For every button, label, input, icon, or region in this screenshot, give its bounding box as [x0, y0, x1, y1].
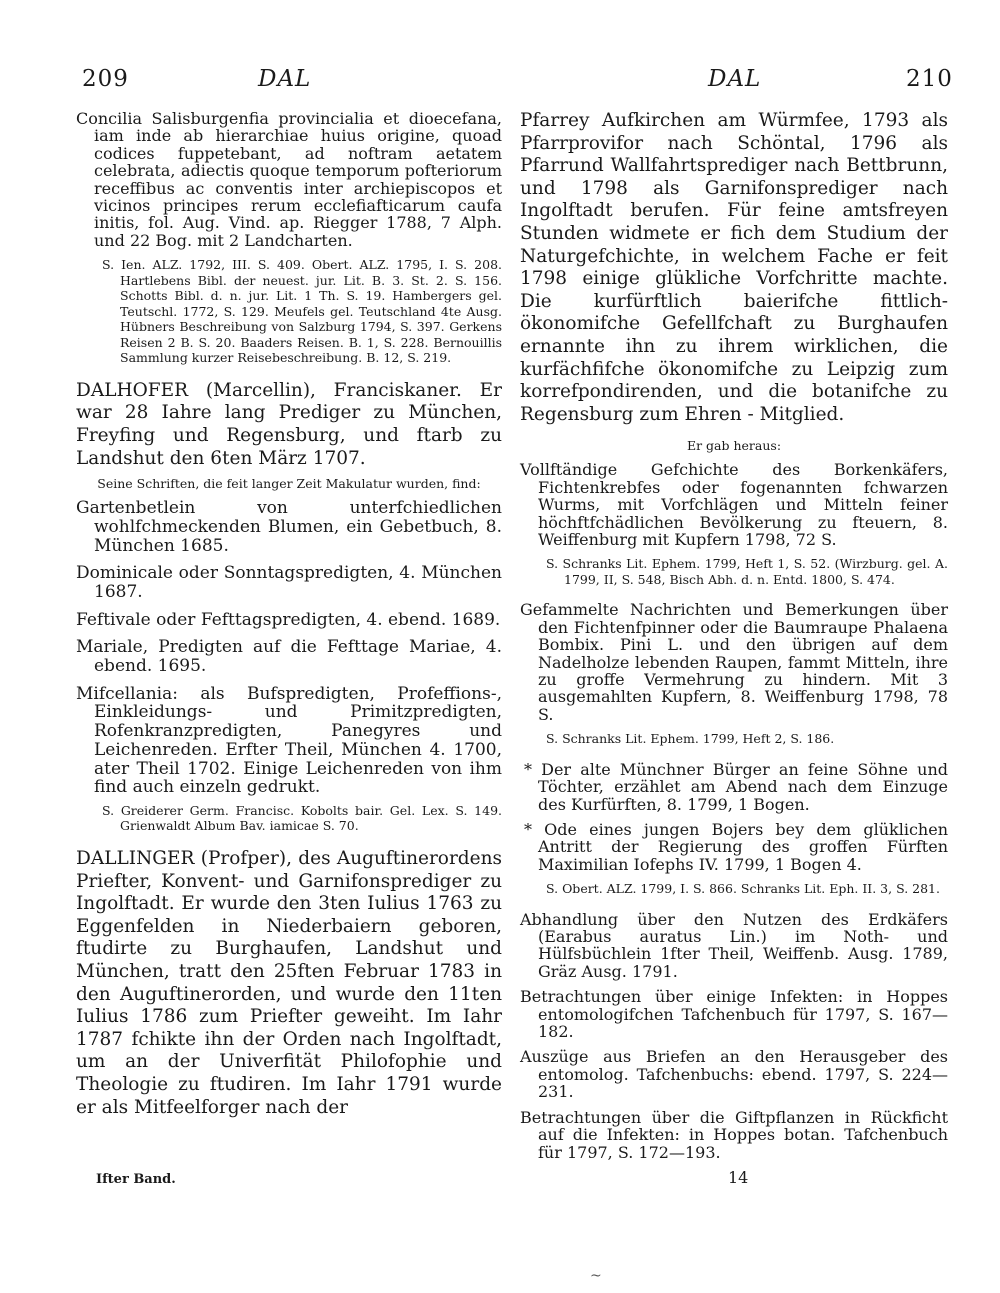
left-page-number: 209	[82, 66, 129, 92]
fichtenspinner-entry: Gefammelte Nachrichten und Bemerkungen über den Fichtenfpinner oder die Baumraupe Phalaena Bombix. Pini L. und den übrigen auf dem Nadelholze lebenden Raupen, fammt Mitteln, ihre zu groffe Vermehrung zu hindern. Mit 3 ausgemahlten Kupfern, 8. Weiffenburg 1798, 78 S.	[520, 600, 948, 724]
fichtenspinner-references: S. Schranks Lit. Ephem. 1799, Heft 2, S. 186.	[546, 731, 835, 747]
left-running-title: DAL	[258, 66, 312, 92]
dallinger-biography: DALLINGER (Profper), des Auguftinerordens Priefter, Konvent- und Garnifonsprediger zu Ingolftadt. Er wurde den 3ten Iulius 1763 zu Eggenfelden in Niederbaiern geboren, ftudirte zu Burghaufen, Landshut und München, tratt den 25ften Februar 1783 in den Auguftinerorden, und wurde den 11ten Iulius 1786 zum Priefter geweiht. Im Iahr 1787 fchikte ihn der Orden nach Ingolftadt, um an der Univerfität Philofophie und Theologie zu ftudiren. Im Iahr 1791 wurde er als Mitfeelforger nach der	[76, 847, 502, 1118]
concilia-entry: Concilia Salisburgenfia provincialia et dioecefana, iam inde ab hierarchiae huius origine, quoad codices fuppetebant, ad noftram aetatem celebrata, adiectis quoque temporum pofteriorum receffibus ac conventis inter archiepiscopos et vicinos principes rerum ecclefiafticarum caufa initis, fol. Aug. Vind. ap. Riegger 1788, 7 Alph. und 22 Bog. mit 2 Landcharten.	[76, 109, 502, 250]
auszuge-entry: Auszüge aus Briefen an den Herausgeber des entomolog. Tafchenbuchs: ebend. 1797, S. 224—231.	[520, 1047, 948, 1102]
ode-entry: * Ode eines jungen Bojers bey dem glüklichen Antritt der Regierung des groffen Fürften Maximilian Iofephs IV. 1799, 1 Bogen 4.	[524, 819, 948, 874]
mariale-entry: Mariale, Predigten auf die Fefttage Mariae, 4. ebend. 1695.	[76, 637, 502, 677]
publications-heading: Er gab heraus:	[686, 438, 782, 454]
ode-references: S. Obert. ALZ. 1799, I. S. 866. Schranks Lit. Eph. II. 3, S. 281.	[546, 881, 940, 897]
dalhofer-biography: DALHOFER (Marcellin), Franciskaner. Er war 28 Iahre lang Prediger zu München, Freyfing und Regensburg, und ftarb zu Landshut den 6ten März 1707.	[76, 379, 502, 469]
burger-entry: * Der alte Münchner Bürger an feine Söhne und Töchter, erzählet am Abend nach dem Einzuge des Kurfürften, 8. 1799, 1 Bogen.	[524, 759, 948, 814]
sheet-signature: 14	[728, 1168, 749, 1187]
borkenkafer-references: S. Schranks Lit. Ephem. 1799, Heft 1, S. 52. (Wirzburg. gel. A. 1799, II, S. 548, Bisch Abh. d. n. Entd. 1800, S. 474.	[546, 556, 948, 587]
scan-mark: ~	[590, 1268, 602, 1284]
miscellania-entry: Mifcellania: als Bufspredigten, Profeffions-, Einkleidungs- und Primitzpredigten, Rofenkranzpredigten, Panegyres und Leichenreden. Erfter Theil, München 4. 1700, ater Theil 1702. Einige Leichenreden von ihm find auch einzeln gedrukt.	[76, 683, 502, 798]
dallinger-biography-continued: Pfarrey Aufkirchen am Würmfee, 1793 als Pfarrprovifor nach Schöntal, 1796 als Pfarrund Wallfahrtsprediger nach Bettbrunn, und 1798 als Garnifonsprediger nach Ingolftadt berufen. Für feine amtsfreyen Stunden widmete er fich dem Studium der Naturgefchichte, in welchem Fache er feit 1798 einige glükliche Vorfchritte machte. Die kurfürftlich baierifche fittlich-ökonomifche Gefellfchaft zu Burghaufen ernannte ihn zu ihrem wirklichen, die kurfächfifche ökonomifche zu Leipzig zum korrefpondirenden, und die botanifche zu Regensburg zum Ehren - Mitglied.	[520, 110, 948, 425]
left-column	[76, 110, 502, 1119]
giftpflanzen-entry: Betrachtungen über die Giftpflanzen in Rückficht auf die Infekten: in Hoppes botan. Tafchenbuch für 1797, S. 172—193.	[520, 1107, 948, 1162]
erdkafer-entry: Abhandlung über den Nutzen des Erdkäfers (Earabus auratus Lin.) im Noth- und Hülfsbüchlein 1fter Theil, Weiffenb. Ausg. 1789, Gräz Ausg. 1791.	[520, 909, 948, 981]
dominicale-entry: Dominicale oder Sonntagspredigten, 4. München 1687.	[76, 563, 502, 602]
insekten-entry: Betrachtungen über einige Infekten: in Hoppes entomologifchen Tafchenbuch für 1797, S. 167—182.	[520, 987, 948, 1042]
volume-signature: Ifter Band.	[96, 1172, 176, 1187]
festivale-entry: Feftivale oder Fefttagspredigten, 4. ebend. 1689.	[76, 609, 501, 630]
right-running-title: DAL	[708, 66, 762, 92]
concilia-references: S. Ien. ALZ. 1792, III. S. 409. Obert. ALZ. 1795, I. S. 208. Hartlebens Bibl. der neuest. jur. Lit. B. 3. St. 2. S. 156. Schotts Bibl. d. n. jur. Lit. 1 Th. S. 19. Hambergers gel. Teutschl. 1772, S. 129. Meufels gel. Teutschland 4te Ausg. Hübners Beschreibung von Salzburg 1794, S. 397. Gerkens Reisen 2 B. S. 20. Baaders Reisen. B. 1, S. 228. Bernouillis Sammlung kurzer Reisebeschreibung. B. 12, S. 219.	[102, 257, 502, 366]
miscellania-references: S. Greiderer Germ. Francisc. Kobolts bair. Gel. Lex. S. 149. Grienwaldt Album Bav. iamicae S. 70.	[102, 802, 502, 834]
borkenkafer-entry: Vollftändige Gefchichte des Borkenkäfers, Fichtenkrebfes oder fogenannten fchwarzen Wurms, mit Vorfchlägen und Mitteln feiner höchftfchädlichen Bevölkerung zu fteuern, 8. Weiffenburg mit Kupfern 1798, 72 S.	[520, 460, 948, 549]
right-page-number: 210	[906, 66, 953, 92]
gartenbetlein-entry: Gartenbetlein von unterfchiedlichen wohlfchmeckenden Blumen, ein Gebetbuch, 8. München 1685.	[76, 498, 502, 556]
dalhofer-writings-note: Seine Schriften, die feit langer Zeit Makulatur wurden, find:	[97, 476, 481, 492]
right-column	[520, 110, 948, 1169]
